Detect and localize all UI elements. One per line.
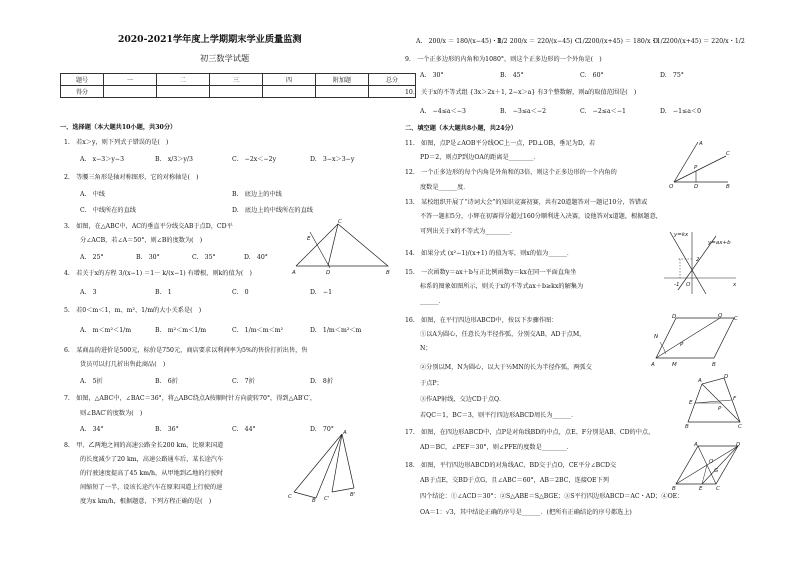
fig-label: C xyxy=(288,494,292,500)
fig-label: C xyxy=(738,424,742,428)
score-cell: 二 xyxy=(157,74,210,86)
fig-label: F xyxy=(733,396,737,402)
section-2-header: 二、填空题（本大题共8小题，共24分） xyxy=(405,125,517,132)
question-15-line-1: 15. 一次函数y＝ax＋b与正比例函数y＝kx在同一平面直角坐 xyxy=(405,269,577,276)
fig-label: D xyxy=(736,442,741,448)
score-input-cell[interactable] xyxy=(263,86,316,98)
q6-option-a: A. 5折 xyxy=(80,378,103,385)
score-cell: 题号 xyxy=(61,74,104,86)
q4-option-b: B. 1 xyxy=(155,289,172,296)
question-11-line-1: 11. 如图，点P是∠AOB平分线OC上一点，PD⊥OB，垂足为D，若 xyxy=(405,140,596,147)
q7-option-c: C. 44° xyxy=(232,426,256,433)
figure-q11-angle xyxy=(668,138,734,188)
fig-label: P xyxy=(680,342,684,348)
figure-q7-rotation xyxy=(282,428,360,502)
q9-option-d: D. 75° xyxy=(660,72,684,79)
question-13-line-2: 不答一题扣5分，小辉在初赛得分超过160分顺利进入决赛，设他答对x道题，根据题意， xyxy=(420,213,662,220)
question-16-line-2: ①以A为圆心，任意长为半径作弧，分别交AB，AD于点M， xyxy=(420,331,586,338)
fig-label: B xyxy=(386,270,390,276)
fig-label: D xyxy=(724,374,729,380)
score-cell: 一 xyxy=(104,74,157,86)
q10-option-b: B. −3≤a＜−2 xyxy=(500,108,547,115)
score-cell: 附加题 xyxy=(316,74,369,86)
q9-option-a: A. 30° xyxy=(420,72,444,79)
question-6-line-2: 货员可以打几折出售此商品( ) xyxy=(80,361,166,368)
score-input-cell[interactable] xyxy=(157,86,210,98)
question-15-line-3: ______． xyxy=(420,298,445,305)
score-input-cell[interactable] xyxy=(104,86,157,98)
q4-option-d: D. −1 xyxy=(310,289,333,296)
question-8-line-3: 的行驶速度提高了45 km/h，从甲地到乙地的行驶时 xyxy=(80,470,224,477)
q9-option-c: C. 60° xyxy=(580,72,604,79)
question-12-line-1: 12. 一个正多边形的每个内角是外角和的3倍，则这个正多边形的一个内角的 xyxy=(405,169,617,176)
score-cell: 得分 xyxy=(61,86,104,98)
q1-option-a: A. x−3＞y−3 xyxy=(80,156,125,163)
question-13-line-1: 13. 某校组织开展了“诗词大会”的知识竞赛初赛，共有20道题答对一题记10分，答错或 xyxy=(405,199,648,206)
question-17-line-2: AD＝BC，∠PEF＝30°，则∠PFE的度数是________． xyxy=(420,444,573,451)
fig-label: A xyxy=(343,430,347,436)
question-14: 14. 如果分式 (x²−1)/(x+1) 的值为零，则x的值为______． xyxy=(405,250,574,257)
question-15-line-2: 标系的图象如图所示，则关于x的不等式ax＋b≥kx的解集为 xyxy=(420,283,584,290)
question-16-line-3: N； xyxy=(420,345,432,352)
q3-option-a: A. 25° xyxy=(80,254,104,261)
q3-option-c: C. 35° xyxy=(192,254,216,261)
question-18-line-1: 18. 如图，平行四边形ABCD的对角线AC，BD交于点O，CE平分∠BCD交 xyxy=(405,462,617,469)
q5-option-c: C. 1/m＜m＜m² xyxy=(232,327,284,334)
fig-label: -1 xyxy=(674,282,680,288)
q4-option-c: C. 0 xyxy=(232,289,249,296)
fig-label: A xyxy=(292,270,296,276)
fig-label: O xyxy=(669,184,674,188)
fig-label: O xyxy=(686,282,691,288)
fig-label: B' xyxy=(350,492,356,498)
fig-label: M xyxy=(672,362,677,368)
q2-option-c: C. 中线所在的直线 xyxy=(80,207,136,214)
q8-option-a: A. 200/x ＝ 180/(x−45)・1/2 xyxy=(416,38,508,45)
question-6-line-1: 6. 某商品的进价是500元，标价是750元，商店要求以利润率为5%的售价打折出售，售 xyxy=(64,347,308,354)
q7-option-b: B. 36° xyxy=(155,426,179,433)
fig-label: B xyxy=(672,486,676,490)
fig-label: C xyxy=(716,486,720,490)
q10-option-d: D. −1≤a＜0 xyxy=(660,108,702,115)
question-13-line-3: 可列出关于x的不等式为________． xyxy=(420,228,517,235)
question-16-line-7: 若QC＝1，BC＝3，则平行四边形ABCD周长为______． xyxy=(420,412,578,419)
exam-subtitle: 初三数学试题 xyxy=(200,53,250,63)
q6-option-c: C. 7折 xyxy=(232,378,255,385)
fig-label: A xyxy=(651,362,655,368)
q5-option-d: D. 1/m＜m²＜m xyxy=(310,327,362,334)
question-8-line-4: 间缩短了一半，设该长途汽车在原来国道上行驶的速 xyxy=(80,484,223,491)
q10-option-c: C. −2≤a＜−1 xyxy=(580,108,626,115)
q6-option-b: B. 6折 xyxy=(155,378,178,385)
question-16-line-1: 16. 如图，在平行四边形ABCD中，按以下步骤作图： xyxy=(405,317,558,324)
score-table xyxy=(60,73,416,98)
q7-option-d: D. 70° xyxy=(310,426,334,433)
score-table-score-row xyxy=(61,86,416,98)
q8-option-c: C. 200/(x+45) ＝ 180/x・1/2 xyxy=(575,38,667,45)
q2-option-b: B. 底边上的中线 xyxy=(232,191,282,198)
score-cell: 四 xyxy=(263,74,316,86)
score-table-header-row xyxy=(61,74,416,86)
fig-label: C xyxy=(734,316,738,322)
question-16-line-6: ③作AP射线，交边CD于点Q． xyxy=(420,396,506,403)
q8-option-b: B. 200/x ＝ 220/(x−45)・1/2 xyxy=(497,38,589,45)
q3-option-b: B. 30° xyxy=(136,254,160,261)
score-cell: 三 xyxy=(210,74,263,86)
score-input-cell[interactable] xyxy=(210,86,263,98)
question-12-line-2: 度数是______度． xyxy=(420,184,470,191)
fig-label: A xyxy=(698,378,702,384)
fig-label: B xyxy=(312,498,316,502)
section-1-header: 一、选择题（本大题共10小题，共30分） xyxy=(60,124,177,131)
q5-option-a: A. m＜m²＜1/m xyxy=(80,327,132,334)
fig-label: N xyxy=(654,334,659,340)
question-9: 9. 一个正多边形的内角和为1080°，则这个正多边形的一个外角是( ) xyxy=(405,56,602,63)
figure-q3-triangle xyxy=(290,218,394,276)
fig-label: A xyxy=(694,442,698,448)
question-4: 4. 若关于x的方程 3/(x−1) ＝1－ k/(x−1) 有增根，则k的值为( ) xyxy=(64,270,252,277)
question-2: 2. 等腰三角形是轴对称图形，它的对称轴是( ) xyxy=(64,174,199,181)
fig-label: E xyxy=(699,486,703,490)
q4-option-a: A. 3 xyxy=(80,289,97,296)
exam-title: 2020-2021学年度上学期期末学业质量监测 xyxy=(118,34,302,45)
fig-label: C' xyxy=(324,496,330,502)
fig-label: E xyxy=(689,400,693,406)
question-3-line-2: 分∠ACB，若∠A＝50°，则∠B的度数为( ) xyxy=(80,237,203,244)
q1-option-d: D. 3−x＞3−y xyxy=(310,156,355,163)
question-18-line-2: AB于点E，交BD于点G，且∠ABC＝60°，AB＝2BC，连接OE下列 xyxy=(420,477,609,484)
fig-label: x xyxy=(733,282,737,288)
figure-q15-graph xyxy=(660,228,740,298)
q3-option-d: D. 40° xyxy=(244,254,268,261)
figure-q16-parallelogram xyxy=(650,312,740,370)
q9-option-b: B. 45° xyxy=(500,72,524,79)
fig-label: O xyxy=(709,459,714,465)
question-1: 1. 若x＞y，则下列式子错误的是( ) xyxy=(64,139,169,146)
question-8-line-2: 的长度减少了20 km，高速公路通车后，某长途汽车 xyxy=(80,456,224,463)
fig-label: C xyxy=(338,219,342,225)
question-10: 10. 关于x的不等式组 {3x＞2x＋1, 2−x＞a} 有3个整数解，则a的取值范围是( ) xyxy=(405,89,637,96)
fig-label: B xyxy=(712,362,716,368)
fig-label: 2 xyxy=(696,257,700,263)
fig-label: G xyxy=(714,468,719,474)
q2-option-a: A. 中线 xyxy=(80,191,105,198)
fig-label: D xyxy=(672,314,677,320)
question-8-line-1: 8. 甲、乙两地之间的高速公路全长200 km，比原来国道 xyxy=(64,442,224,449)
q1-option-b: B. x/3＞y/3 xyxy=(155,156,193,163)
q6-option-d: D. 8折 xyxy=(310,378,334,385)
fig-label: D xyxy=(326,270,331,276)
score-cell: 总分 xyxy=(369,74,416,86)
fig-label: P xyxy=(718,406,722,412)
fig-label: D xyxy=(694,184,699,188)
q8-option-d: D. 200/(x+45) ＝ 220/x・1/2 xyxy=(653,38,745,45)
question-7-line-2: 则∠BAC′的度数为( ) xyxy=(80,410,143,417)
fig-label: B xyxy=(685,424,689,428)
q1-option-c: C. −2x＜−2y xyxy=(232,156,277,163)
fig-label: Q xyxy=(718,313,723,319)
question-7-line-1: 7. 如图，△ABC中，∠BAC＝36°，将△ABC绕点A按顺时针方向旋转70°，得到△AB′C′， xyxy=(64,395,317,402)
question-11-line-2: PD＝2，则点P到边OA的距离是________． xyxy=(420,154,540,161)
question-3-line-1: 3. 如图，在△ABC中，AC的垂直平分线交AB于点D，CD平 xyxy=(64,223,233,230)
question-18-line-4: OA＝1：√3，其中结论正确的序号是______．(把所有正确结论的序号都选上) xyxy=(420,509,632,516)
figure-q17-quadrilateral xyxy=(684,372,744,428)
q2-option-d: D. 底边上的中线所在的直线 xyxy=(232,207,313,214)
q7-option-a: A. 34° xyxy=(80,426,104,433)
fig-label: P xyxy=(694,165,698,171)
fig-label: C xyxy=(726,151,730,157)
q10-option-a: A. −4≤a＜−3 xyxy=(420,108,466,115)
question-5: 5. 若0＜m＜1，m、m²、1/m的大小关系是( ) xyxy=(64,307,202,314)
fig-label: E xyxy=(307,236,311,242)
figure-q18-parallelogram xyxy=(672,440,742,490)
fig-label: y=ax+b xyxy=(708,240,731,246)
question-8-line-5: 度为x km/h，根据题意，下列方程正确的是( ) xyxy=(80,498,212,505)
question-16-line-4: ②分别以M，N为圆心，以大于½MN的长为半径作弧，两弧交 xyxy=(420,364,592,371)
score-input-cell[interactable] xyxy=(316,86,369,98)
fig-label: B xyxy=(726,184,730,188)
question-16-line-5: 于点P； xyxy=(420,380,443,387)
question-17-line-1: 17. 如图，在四边形ABCD中，点P是对角线BD的中点，点E、F分别是AB、CD的中点， xyxy=(405,429,655,436)
fig-label: y=kx xyxy=(674,232,689,238)
q5-option-b: B. m²＜m＜1/m xyxy=(155,327,207,334)
fig-label: A xyxy=(699,141,703,147)
question-18-line-3: 四个结论：①∠ACD＝30°；②S△ABE＝S△BGE；③S平行四边形ABCD＝AC・AD；④OE： xyxy=(420,493,684,500)
